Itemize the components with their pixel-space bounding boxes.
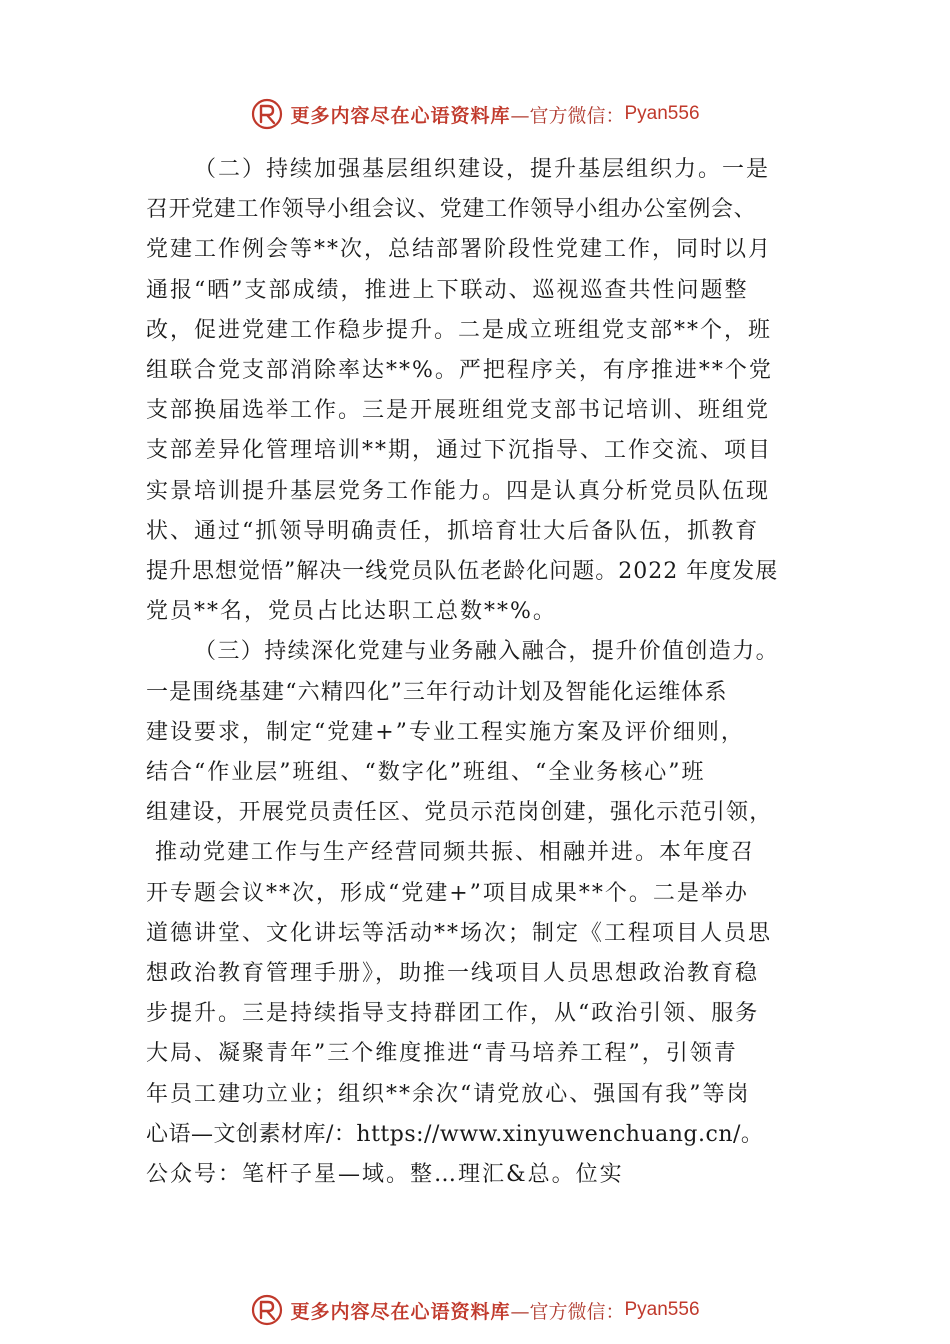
watermark-handle: Pyan556 (624, 103, 700, 124)
text-line: 支部差异化管理培训**期，通过下沉指导、工作交流、项目 (146, 438, 773, 464)
text-line: （二）持续加强基层组织建设，提升基层组织力。一是 (194, 157, 771, 182)
watermark-text: 更多内容尽在心语资料库 (290, 1300, 511, 1323)
text-line: 建设要求，制定“党建+”专业工程实施方案及评价细则， (146, 719, 745, 745)
watermark-separator: —官方微信： (510, 104, 625, 127)
watermark-handle: Pyan556 (624, 1299, 700, 1320)
text-line: 组建设，开展党员责任区、党员示范岗创建，强化示范引领， (146, 800, 773, 826)
text-line: 步提升。三是持续指导支持群团工作，从“政治引领、服务 (146, 1001, 760, 1027)
paragraph-2 (146, 150, 826, 632)
text-line: （三）持续深化党建与业务融入融合，提升价值创造力。 (194, 639, 780, 665)
text-line: 一是围绕基建“六精四化”三年行动计划及智能化运维体系 (146, 679, 728, 705)
watermark-text: 更多内容尽在心语资料库 (290, 104, 511, 127)
text-line: 党建工作例会等**次，总结部署阶段性党建工作，同时以月 (146, 237, 773, 263)
circle-r-seal-icon (250, 97, 284, 131)
footer-watermark (0, 1290, 950, 1330)
paragraph-3 (146, 632, 826, 1195)
text-line: 公众号：笔杆子星—域。整…理汇&总。位实 (146, 1162, 624, 1188)
header-watermark (0, 94, 950, 134)
text-line: 大局、凝聚青年”三个维度推进“青马培养工程”，引领青 (146, 1041, 738, 1067)
text-line: 召开党建工作领导小组会议、党建工作领导小组办公室例会、 (146, 197, 757, 223)
text-line: 推动党建工作与生产经营同频共振、相融并进。本年度召 (146, 840, 755, 866)
text-line: 实景培训提升基层党务工作能力。四是认真分析党员队伍现 (146, 478, 771, 504)
text-line: 道德讲堂、文化讲坛等活动**场次；制定《工程项目人员思 (146, 920, 773, 946)
text-line: 党员**名，党员占比达职工总数**%。 (146, 599, 557, 625)
text-line: 状、通过“抓领导明确责任，抓培育壮大后备队伍，抓教育 (146, 518, 760, 544)
circle-r-seal-icon (250, 1293, 284, 1327)
text-line: 组联合党支部消除率达**%。严把程序关，有序推进**个党 (146, 358, 773, 384)
text-line: 心语—文创素材库/：https://www.xinyuwenchuang.cn/。 (146, 1121, 764, 1147)
text-line: 年员工建功立业；组织**余次“请党放心、强国有我”等岗 (146, 1081, 751, 1107)
text-line: 提升思想觉悟”解决一线党员队伍老龄化问题。2022 年度发展 (146, 559, 779, 585)
text-line: 通报“晒”支部成绩，推进上下联动、巡视巡查共性问题整 (146, 277, 749, 303)
text-line: 改，促进党建工作稳步提升。二是成立班组党支部**个，班 (146, 317, 773, 343)
text-line: 支部换届选举工作。三是开展班组党支部书记培训、班组党 (146, 398, 771, 424)
watermark-separator: —官方微信： (510, 1300, 625, 1323)
text-line: 结合“作业层”班组、“数字化”班组、“全业务核心”班 (146, 760, 706, 786)
document-body (146, 150, 826, 1195)
text-line: 想政治教育管理手册》，助推一线项目人员思想政治教育稳 (146, 961, 760, 987)
text-line: 开专题会议**次，形成“党建+”项目成果**个。二是举办 (146, 880, 749, 906)
